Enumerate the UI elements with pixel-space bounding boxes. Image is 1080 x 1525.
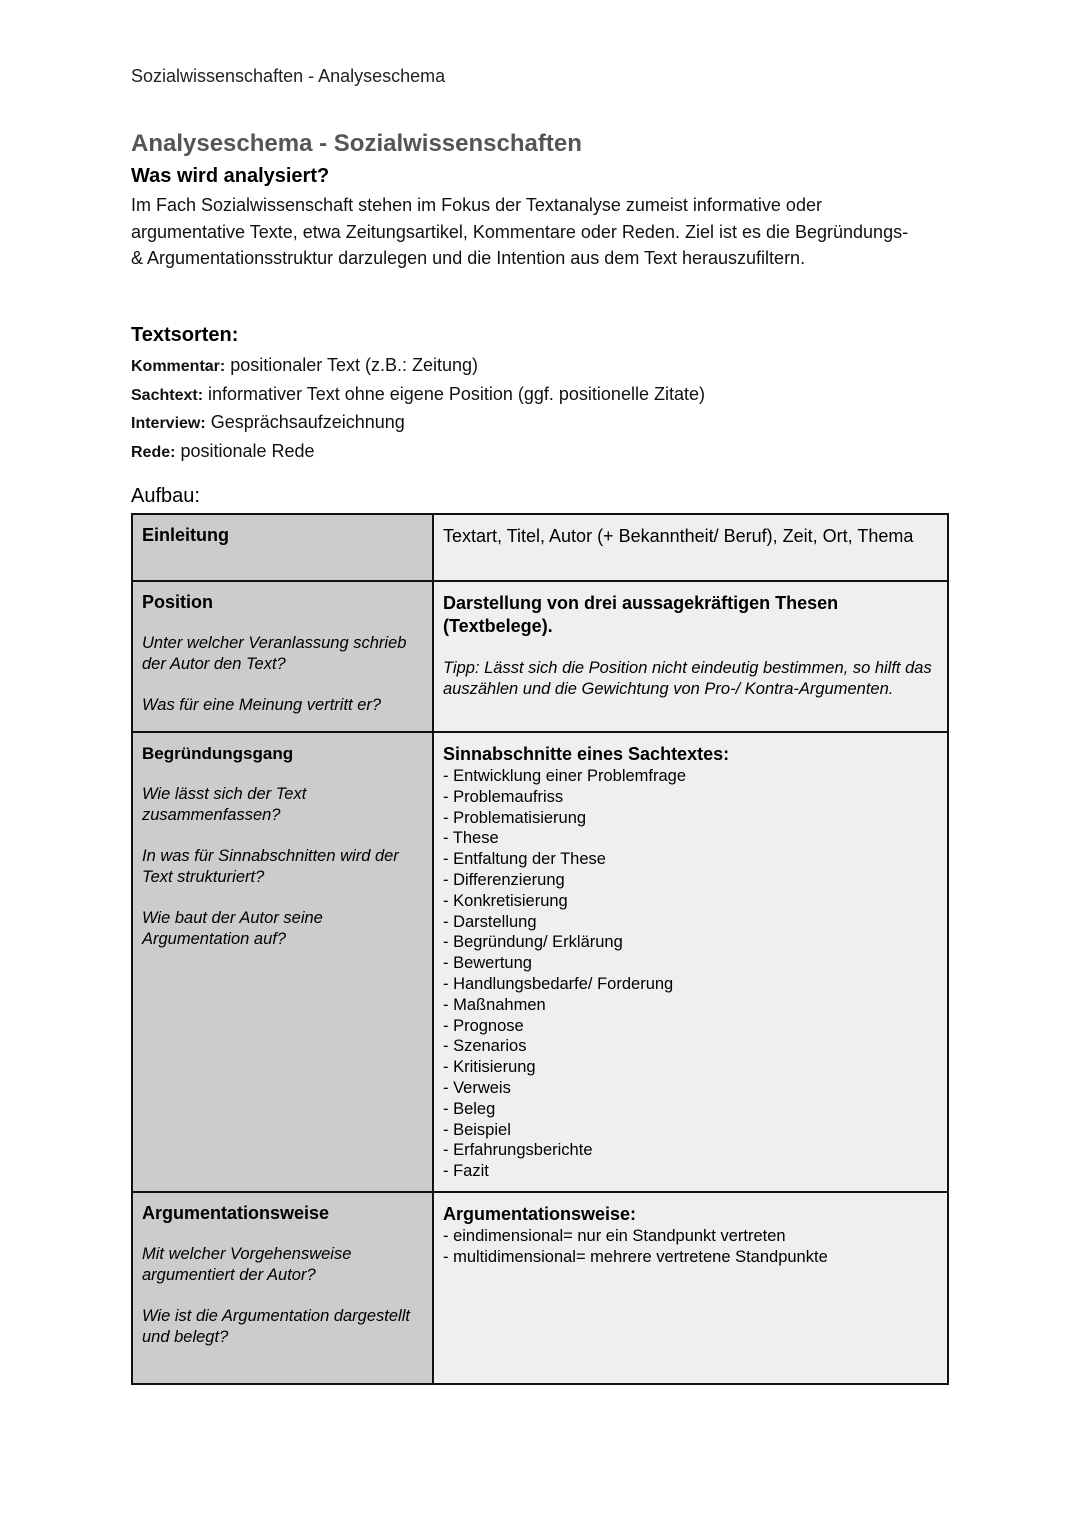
sinnabschnitte-list (443, 766, 938, 1182)
row-title: Begründungsgang (142, 744, 294, 763)
table-row-position (132, 581, 948, 732)
list-item: - Bewertung (443, 954, 532, 973)
list-item: - Kritisierung (443, 1058, 536, 1077)
textsorte-term: Kommentar: (131, 358, 226, 375)
row-content-cell (433, 732, 948, 1192)
guiding-question: Wie baut der Autor seine Argumentation auf? (142, 909, 323, 948)
position-tip: Tipp: Lässt sich die Position nicht eindeutig bestimmen, so hilft das auszählen und die Gewichtung von Pro-/ Kontra-Argumenten. (443, 659, 932, 698)
row-title: Position (142, 592, 213, 612)
list-item: - Problemaufriss (443, 787, 564, 806)
guiding-question: Wie lässt sich der Text zusammenfassen? (142, 785, 307, 824)
list-item: - Darstellung (443, 912, 537, 931)
sinnabschnitte-heading: Sinnabschnitte eines Sachtextes: (443, 744, 730, 764)
textsorte-desc: informativer Text ohne eigene Position (ggf. positionelle Zitate) (203, 383, 705, 404)
guiding-question: Wie ist die Argumentation dargestellt und belegt? (142, 1307, 410, 1346)
row-content-cell (433, 514, 948, 581)
row-label-cell (132, 1192, 433, 1384)
section-heading-textsorten: Textsorten: (131, 324, 239, 346)
textsorte-item-sachtext (131, 381, 705, 410)
list-item: - Entfaltung der These (443, 850, 606, 869)
textsorte-item-kommentar (131, 352, 705, 381)
table-row-argumentationsweise (132, 1192, 948, 1384)
list-item: - Problematisierung (443, 808, 587, 827)
textsorte-desc: positionale Rede (175, 440, 315, 461)
row-content-cell (433, 1192, 948, 1384)
textsorte-desc: Gesprächsaufzeichnung (205, 412, 405, 432)
row-label-cell (132, 732, 433, 1192)
row-title: Argumentationsweise (142, 1203, 330, 1223)
position-heading: Darstellung von drei aussagekräftigen Thesen (Textbelege). (443, 593, 839, 636)
section-heading-was-wird-analysiert: Was wird analysiert? (131, 165, 330, 187)
row-content-cell (433, 581, 948, 732)
textsorte-desc: positionaler Text (z.B.: Zeitung) (225, 355, 479, 375)
list-item: - Beleg (443, 1099, 496, 1118)
section-heading-aufbau: Aufbau: (131, 485, 200, 507)
textsorte-item-interview (131, 409, 705, 438)
list-item: - multidimensional= mehrere vertretene Standpunkte (443, 1247, 828, 1266)
row-label-cell (132, 514, 433, 581)
guiding-question: Mit welcher Vorgehensweise argumentiert der Autor? (142, 1245, 352, 1284)
list-item: - Erfahrungsberichte (443, 1141, 593, 1160)
list-item: - Entwicklung einer Problemfrage (443, 767, 687, 785)
argumentationsweise-heading: Argumentationsweise: (443, 1204, 637, 1224)
list-item: - Verweis (443, 1078, 511, 1097)
page-header: Sozialwissenschaften - Analyseschema (131, 66, 446, 86)
list-item: - Handlungsbedarfe/ Forderung (443, 974, 674, 993)
list-item: - Beispiel (443, 1120, 511, 1139)
list-item: - Maßnahmen (443, 995, 546, 1014)
list-item: - Fazit (443, 1162, 489, 1181)
table-row-begruendungsgang (132, 732, 948, 1192)
list-item: - Begründung/ Erklärung (443, 933, 623, 952)
list-item: - Differenzierung (443, 870, 565, 889)
textsorten-list (131, 352, 705, 466)
list-item: - Szenarios (443, 1037, 527, 1056)
intro-paragraph: Im Fach Sozialwissenschaft stehen im Fokus der Textanalyse zumeist informative oder argumentative Texte, etwa Zeitungsartikel, Kommentare oder Reden. Ziel ist es die Begründungs- & Argumentationsstruktur darzulegen und die Intention aus dem Text herauszufiltern. (131, 195, 909, 269)
table-row-einleitung (132, 514, 948, 581)
einleitung-content: Textart, Titel, Autor (+ Bekanntheit/ Beruf), Zeit, Ort, Thema (443, 526, 914, 546)
row-label-cell (132, 581, 433, 732)
row-title: Einleitung (142, 525, 229, 545)
guiding-question: Was für eine Meinung vertritt er? (142, 696, 382, 714)
guiding-question: In was für Sinnabschnitten wird der Text strukturiert? (142, 847, 399, 886)
list-item: - eindimensional= nur ein Standpunkt vertreten (443, 1227, 786, 1245)
textsorte-item-rede (131, 438, 705, 467)
list-item: - Prognose (443, 1016, 524, 1035)
document-title: Analyseschema - Sozialwissenschaften (131, 130, 582, 157)
argumentationsweise-list (443, 1226, 938, 1268)
list-item: - Konkretisierung (443, 891, 568, 910)
aufbau-table (131, 513, 949, 1385)
guiding-question: Unter welcher Veranlassung schrieb der Autor den Text? (142, 634, 407, 673)
textsorte-term: Sachtext: (131, 386, 204, 404)
list-item: - These (443, 829, 499, 848)
textsorte-term: Rede: (131, 443, 176, 461)
textsorte-term: Interview: (131, 415, 206, 432)
